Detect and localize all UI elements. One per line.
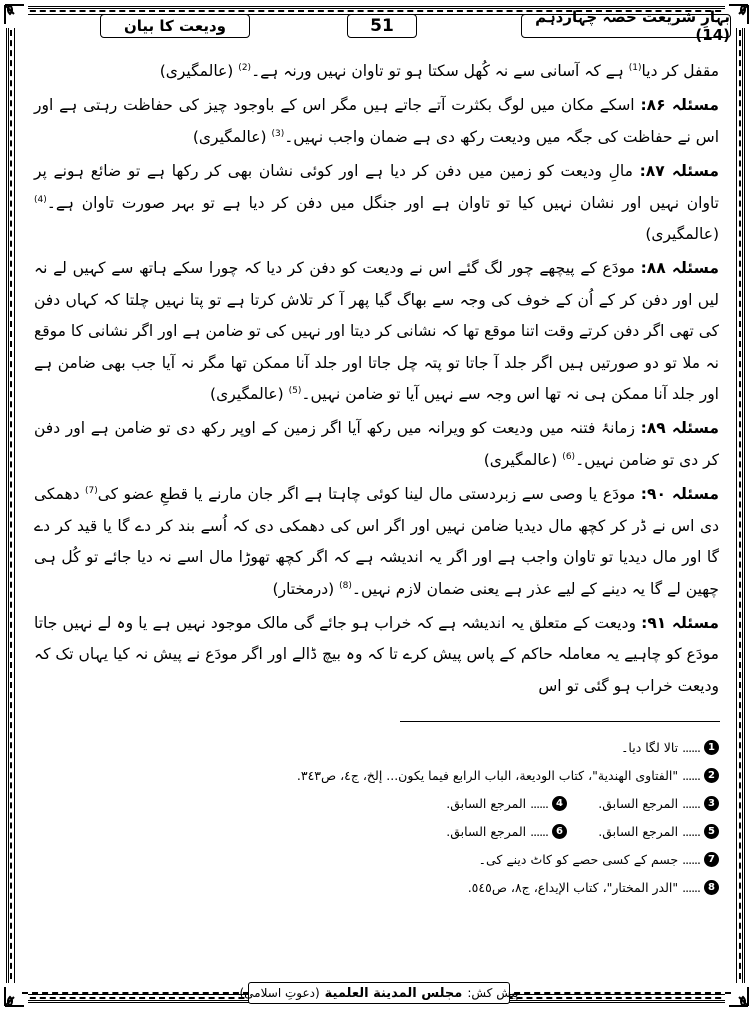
footnote-text: "الدر المختار"، كتاب الإيداع، ج٨، ص٥٤٥. — [467, 879, 679, 895]
paragraph-text: مالِ ودیعت کو زمین میں دفن کر دیا ہے اور کوئی نشان بھی کر رکھا ہے تو ضائع ہونے پر تاوان نہیں اور نشان نہیں کیا تو تاوان ہے اور جنگل میں دفن کر دیا ہے تو بہر صورت تاوان ہے۔ — [34, 162, 719, 212]
footnote-item — [468, 876, 719, 898]
paragraph-text: مقفل کر دیا — [641, 62, 719, 80]
footer-prefix: پیش کش: — [467, 986, 519, 1000]
footnote-number: 1 — [704, 740, 719, 755]
paragraph-text: اسکے مکان میں لوگ بکثرت آتے جاتے ہیں مگر اس کے باوجود چیز کی حفاظت رہتی ہے اور اس نے حفاظت کی جگہ میں ودیعت رکھ دی ہے ضمان واجب نہیں۔ — [34, 96, 719, 146]
footnote-ref: (3) — [271, 128, 285, 139]
paragraph — [34, 608, 719, 702]
footnote-item — [297, 764, 719, 786]
paragraph — [34, 253, 719, 410]
masala-heading: مسئلہ ۹۰: — [640, 485, 719, 504]
paragraph-text: مودَع یا وصی سے زبردستی مال لینا کوئی چاہتا ہے اگر جان مارنے یا قطعِ عضو کی — [97, 485, 641, 504]
footnote-number: 6 — [552, 824, 567, 839]
masala-heading: مسئلہ ۸۹: — [640, 419, 719, 438]
footnote-number: 7 — [704, 852, 719, 867]
footnote-leader: ...... — [682, 795, 700, 811]
paragraph — [34, 90, 719, 153]
footnote-item — [598, 820, 719, 842]
footnote-text: جسم کے کسی حصے کو کاٹ دینے کی۔ — [478, 851, 679, 867]
footnote-text: تالا لگا دیا۔ — [621, 739, 679, 755]
footnote-separator — [400, 721, 720, 722]
footnote-leader: ...... — [682, 767, 700, 783]
book-title: بہارِ شریعت حصہ چہاردہم (14) — [521, 14, 731, 38]
footnote-text: المرجع السابق. — [446, 795, 527, 811]
footnote-text: "الفتاوی الهندية"، كتاب الوديعة، الباب الرابع فيما يكون... إلخ، ج٤، ص٣٤٣. — [296, 767, 679, 783]
footnote-ref: (2) — [238, 62, 252, 73]
citation: (عالمگیری) — [192, 127, 272, 146]
paragraph-text: دھمکی دی اس نے ڈر کر کچھ مال دیدیا ضامن نہیں اور اگر اس کی دھمکی دی کہ اُسے بند کر دے گا یا قید کر دے گا اور مال دیدیا تو تاوان واجب ہے اور اگر یہ اندیشہ ہے کہ اگر کچھ تھوڑا مال اسے نہ دیا جائے تو کُل ہی چھین لے گا یہ دینے کے لیے عذر ہے یعنی ضمان لازم نہیں۔ — [34, 485, 719, 598]
footnote-leader: ...... — [682, 739, 700, 755]
paragraph-text: زمانۂ فتنہ میں ودیعت کو ویرانہ میں رکھ آیا اگر زمین کے اوپر رکھ دی تو ضامن ہے اور دفن کر دی تو ضامن نہیں۔ — [34, 419, 719, 469]
citation: (عالمگیری) — [159, 62, 239, 80]
footnote-leader: ...... — [530, 823, 548, 839]
footnote-text: المرجع السابق. — [598, 823, 679, 839]
page-header — [22, 8, 731, 44]
footnote-ref: (7) — [85, 486, 98, 497]
main-text — [34, 56, 719, 705]
publisher-credit — [239, 982, 519, 1004]
footnote-item — [598, 792, 719, 814]
masala-heading: مسئلہ ۸۷: — [639, 162, 719, 181]
page-footer — [22, 982, 731, 1004]
footnote-item — [446, 792, 567, 814]
chapter-title: ودیعت کا بیان — [100, 14, 250, 38]
footnote-number: 4 — [552, 796, 567, 811]
footnote-number: 3 — [704, 796, 719, 811]
footnote-number: 2 — [704, 768, 719, 783]
masala-heading: مسئلہ ۸۸: — [640, 259, 719, 278]
citation: (درمختار) — [272, 579, 340, 598]
footnote-leader: ...... — [530, 795, 548, 811]
paragraph-text: ہے کہ آسانی سے نہ کُھل سکتا ہو تو تاوان نہیں ورنہ ہے۔ — [251, 62, 629, 80]
paragraph — [34, 156, 719, 250]
citation: (عالمگیری) — [210, 385, 289, 404]
citation: (عالمگیری) — [645, 225, 719, 244]
masala-heading: مسئلہ ۸۶: — [640, 96, 719, 115]
citation: (عالمگیری) — [483, 450, 563, 469]
publisher-name: مجلس المدينة العلمية — [324, 985, 463, 1001]
footnote-leader: ...... — [682, 823, 700, 839]
paragraph-text: مودَع کے پیچھے چور لگ گئے اس نے ودیعت کو دفن کر دیا کہ چورا سکے ہاتھ سے کہیں لے نہ لیں اور دفن کر کے اُن کے خوف کی وجہ سے بھاگ گیا پھر آ کر تلاش کرتا ہے تو پتا نہیں چلتا کہ کہاں دفن کی تھی اگر دفن کرتے وقت اتنا موقع تھا کہ نشانی کر دیتا اور نہیں کی تو ضامن ہے اور اگر نشانی کا موقع نہ ملا تو دو صورتیں ہیں اگر جلد آ جاتا تو پتہ چل جاتا اور جلد آنا ممکن تھا مگر نہ آیا جب بھی ضامن ہے اور جلد آنا ممکن ہی نہ تھا اس وجہ سے نہیں آیا تو ضامن نہیں۔ — [34, 259, 719, 404]
page-number: 51 — [347, 14, 417, 38]
footnote-item — [446, 820, 567, 842]
footnote-text: المرجع السابق. — [598, 795, 679, 811]
masala-heading: مسئلہ ۹۱: — [641, 613, 719, 632]
paragraph — [34, 413, 719, 476]
footnote-text: المرجع السابق. — [446, 823, 527, 839]
footnote-ref: (1) — [628, 62, 642, 73]
footnote-number: 5 — [704, 824, 719, 839]
footnote-ref: (4) — [34, 194, 47, 205]
paragraph-text: ودیعت کے متعلق یہ اندیشہ ہے کہ خراب ہو جائے گی مالک موجود نہیں ہے یا وہ لے نہیں جاتا مودَع کو چاہیے یہ معاملہ حاکم کے پاس پیش کرے تا کہ وہ بیچ ڈالے اور اگر مودَع نے پیش نہ کیا یہاں تک کہ ودیعت خراب ہو گئی تو اس — [34, 613, 719, 695]
publisher-org: (دعوتِ اسلامی) — [239, 986, 320, 1000]
paragraph — [34, 479, 719, 605]
footnote-ref: (5) — [288, 385, 302, 396]
footnote-ref: (8) — [339, 580, 352, 591]
footnote-ref: (6) — [562, 451, 576, 462]
paragraph — [34, 56, 719, 87]
footnote-leader: ...... — [682, 851, 700, 867]
footnote-item — [621, 736, 719, 758]
footnote-number: 8 — [704, 880, 719, 895]
footnote-item — [479, 848, 719, 870]
footnote-leader: ...... — [682, 879, 700, 895]
